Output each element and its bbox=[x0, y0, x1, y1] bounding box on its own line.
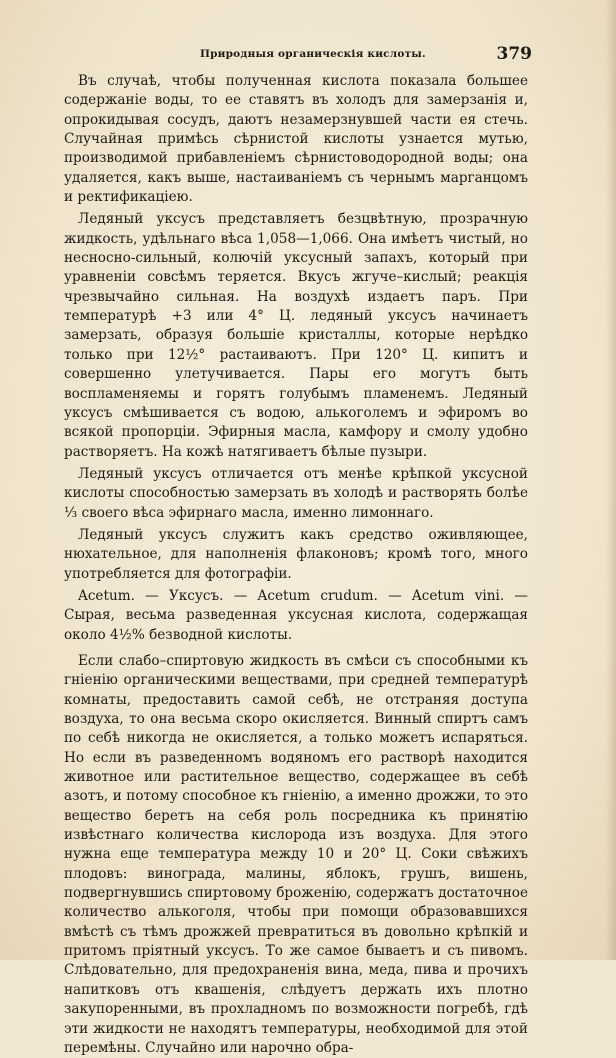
paragraph-glacial-uses: Ледяный уксусъ служитъ какъ средство оживляющее, нюхательное, для наполненія флаконовъ; кромѣ того, много употребляется для фотографіи. bbox=[64, 526, 528, 582]
paragraph-acetum-fermentation: Если слабо–спиртовую жидкость въ смѣси съ способными къ гніенію органическими веществами, при средней температурѣ комнаты, предоставить самой себѣ, не отстраняя доступа воздуха, то она весьма скоро окисляется. Винный спиртъ самъ по себѣ никогда не окисляется, а только можетъ испаряться. Но если въ разведенномъ водяномъ его растворѣ находится животное или растительное вещество, содержащее въ себѣ азотъ, и потому способное къ гніенію, а именно дрожжи, то это вещество беретъ на себя роль посредника къ принятію извѣстнаго количества кислорода изъ воздуха. Для этого нужна еще температура между 10 и 20° Ц. Соки свѣжихъ плодовъ: винограда, малины, яблокъ, грушъ, вишень, подвергнувшись спиртовому броженію, содержатъ достаточное количество алькоголя, чтобы при помощи образовавшихся вмѣстѣ съ тѣмъ дрожжей превратиться въ довольно крѣпкій и притомъ пріятный уксусъ. То же самое бываетъ и съ пивомъ. Слѣдовательно, для предохраненія вина, меда, пива и прочихъ напитковъ отъ квашенія, слѣдуетъ держать ихъ плотно закупоренными, въ прохладномъ по возможности погребѣ, гдѣ эти жидкости не находятъ температуры, необходимой для этой перемѣны. Случайно или нарочно обра- bbox=[64, 652, 528, 1056]
running-title: Природныя органическія кислоты. bbox=[200, 48, 426, 60]
paragraph-glacial-purification: Въ случаѣ, чтобы полученная кислота показала большее содержаніе воды, то ее ставятъ въ холодъ для замерзанія и, опрокидывая сосудъ, даютъ незамерзнувшей части ея стечь. Случайная примѣсь сѣрнистой кислоты узнается мутью, производимой прибавленіемъ сѣрнистоводородной воды; она удаляется, какъ выше, настаиваніемъ съ чернымъ марганцомъ и ректификаціею. bbox=[64, 73, 528, 206]
paragraph-glacial-distinction: Ледяный уксусъ отличается отъ менѣе крѣпкой уксусной кислоты способностью замерзать въ холодѣ и растворять болѣе ⅓ своего вѣса эфирнаго масла, именно лимоннаго. bbox=[64, 465, 528, 521]
page-edge-shadow bbox=[606, 0, 616, 960]
running-head bbox=[60, 44, 532, 68]
paragraph-acetum-heading: Acetum. — Уксусъ. — Acetum crudum. — Acetum vini. — Сырая, весьма разведенная уксусная кислота, содержащая около 4½% безводной кислоты. bbox=[64, 587, 528, 643]
paragraph-glacial-properties: Ледяный уксусъ представляетъ безцвѣтную, прозрачную жидкость, удѣльнаго вѣса 1,058—1,066. Она имѣетъ чистый, но несносно-сильный, колючій уксусный запахъ, который при уравненіи совсѣмъ теряется. Вкусъ жгуче–кислый; реакція чрезвычайно сильная. На воздухѣ издаетъ паръ. При температурѣ +3 или 4° Ц. ледяный уксусъ начинаетъ замерзать, образуя большіе кристаллы, которые нерѣдко только при 12½° растаиваютъ. При 120° Ц. кипитъ и совершенно улетучивается. Пары его могутъ быть воспламеняемы и горятъ голубымъ пламенемъ. Ледяный уксусъ смѣшивается съ водою, алькоголемъ и эфиромъ во всякой пропорціи. Эфирныя масла, камфору и смолу удобно растворяетъ. На кожѣ натягиваетъ бѣлые пузыри. bbox=[64, 211, 528, 460]
body-text bbox=[64, 72, 528, 1058]
page-number: 379 bbox=[496, 44, 532, 64]
